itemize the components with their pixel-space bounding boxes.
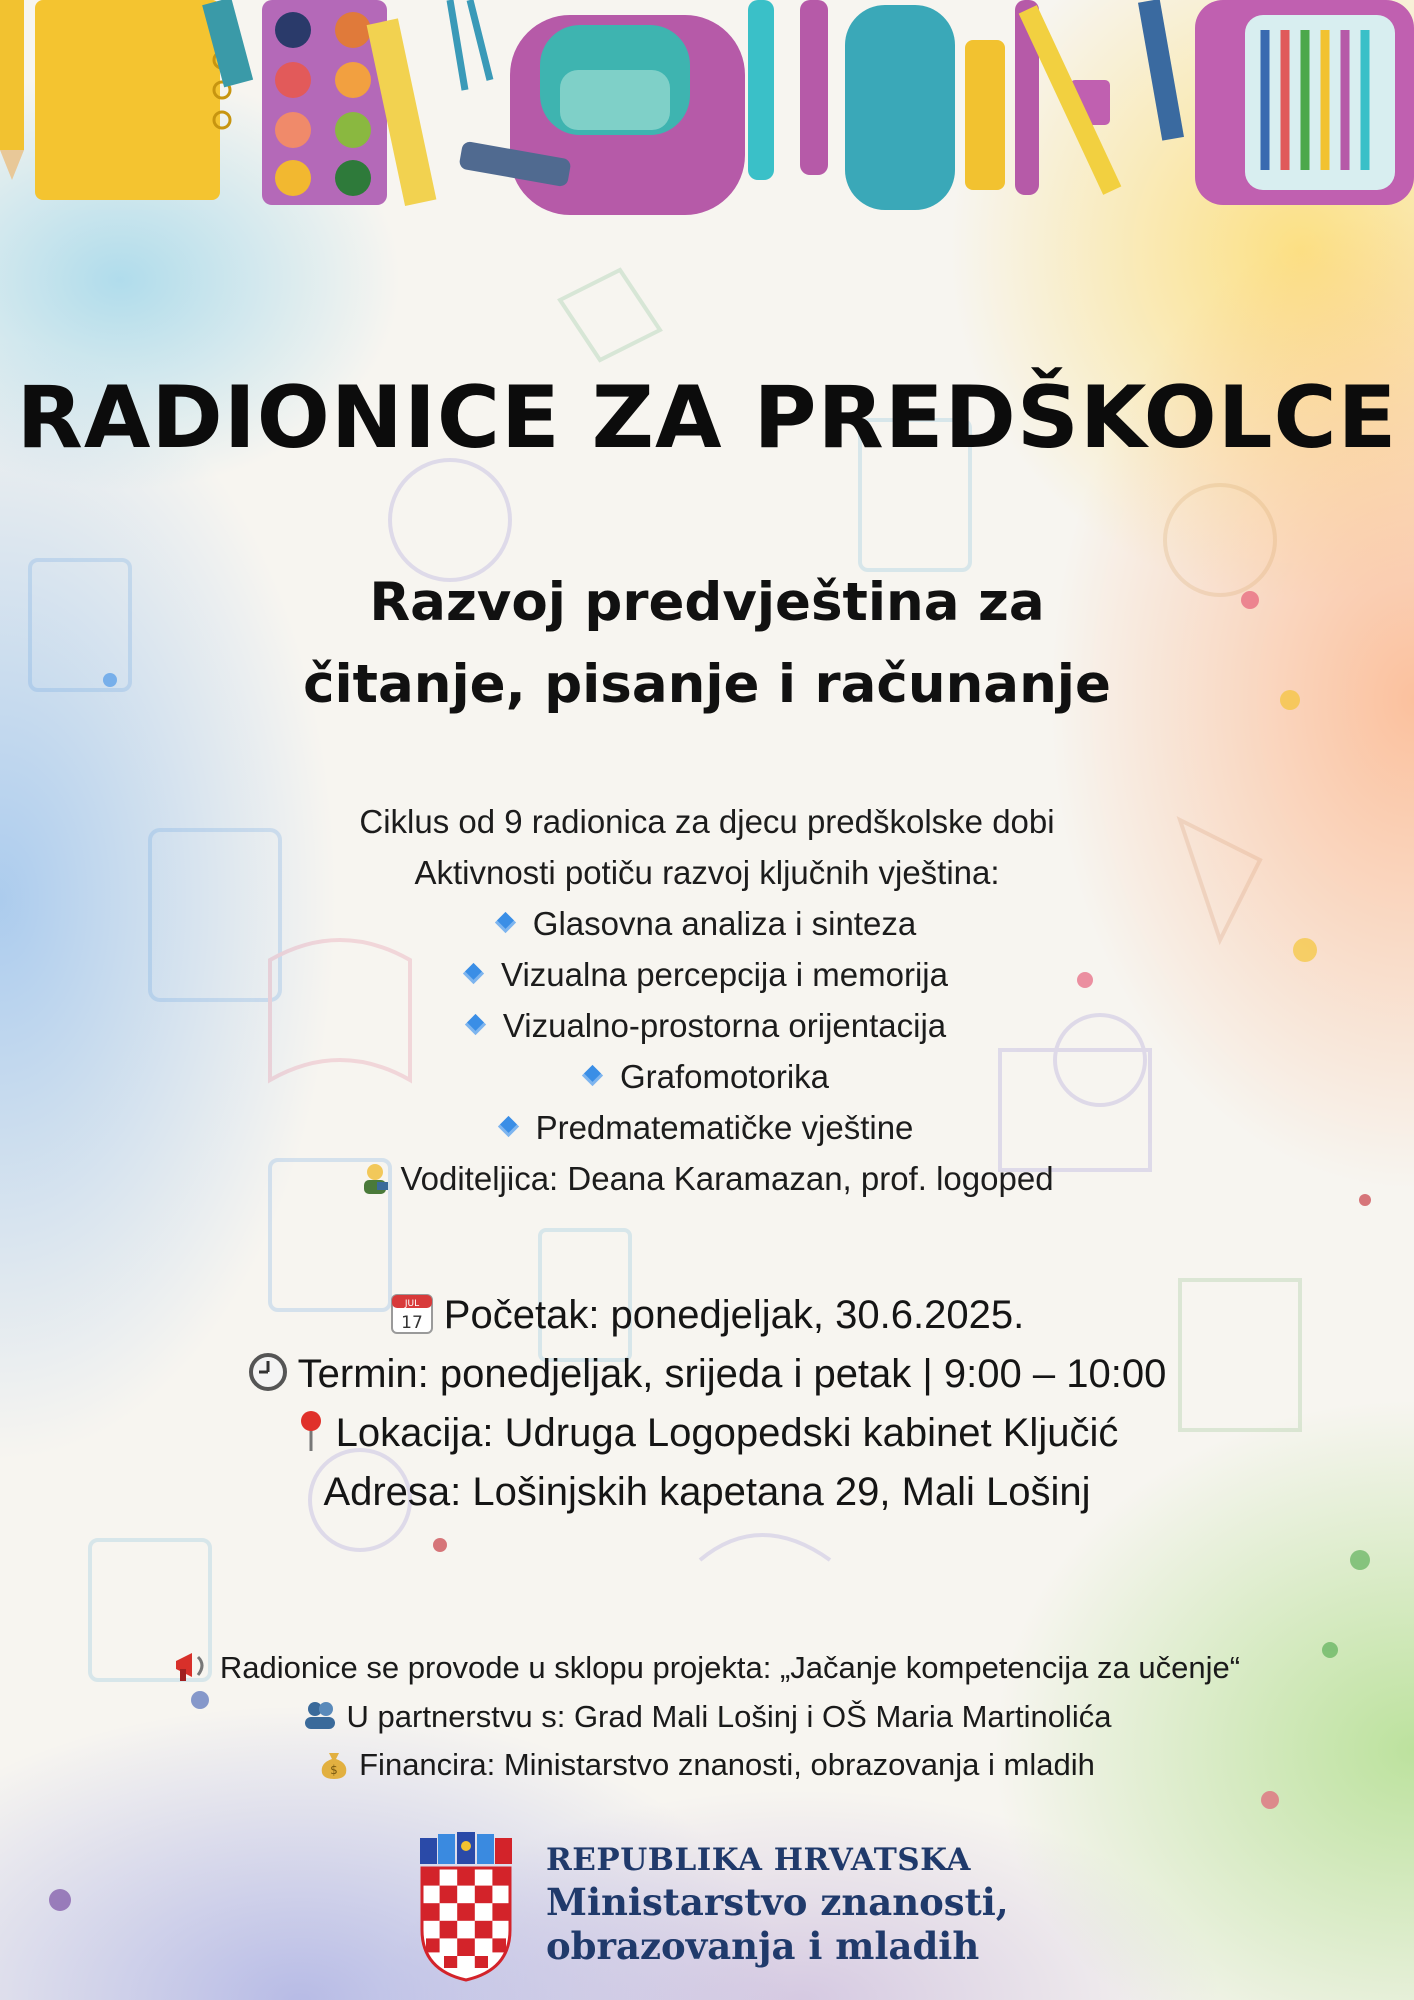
funding-text: Financira: Ministarstvo znanosti, obrazovanja i mladih — [359, 1747, 1095, 1782]
subtitle-line-1: Razvoj predvještina za — [369, 572, 1045, 633]
ministry-line-3: obrazovanja i mladih — [546, 1924, 980, 1968]
calendar-icon — [390, 1291, 434, 1335]
blue-diamond-icon — [463, 963, 484, 984]
skill-item — [0, 1007, 1414, 1045]
clock-icon — [248, 1352, 288, 1392]
blue-diamond-icon — [495, 912, 516, 933]
ministry-logo — [416, 1832, 1016, 1982]
calendar-day: 17 — [400, 1313, 423, 1334]
skill-item — [0, 905, 1414, 943]
skill-label: Predmatematičke vještine — [535, 1109, 914, 1146]
coat-of-arms-icon — [416, 1832, 516, 1982]
money-bag-icon — [319, 1747, 349, 1779]
start-text: Početak: ponedjeljak, 30.6.2025. — [443, 1293, 1025, 1337]
partners-text: U partnerstvu s: Grad Mali Lošinj i OŠ Maria Martinolića — [346, 1699, 1112, 1734]
subtitle-line-2: čitanje, pisanje i računanje — [303, 654, 1111, 715]
svg-text:$: $ — [330, 1762, 338, 1777]
location-text: Lokacija: Udruga Logopedski kabinet Ključić — [335, 1411, 1119, 1455]
skill-label: Glasovna analiza i sinteza — [532, 905, 917, 942]
teacher-icon — [360, 1162, 390, 1194]
start-line — [0, 1293, 1414, 1339]
address-line: Adresa: Lošinjskih kapetana 29, Mali Lošinj — [323, 1470, 1091, 1514]
schedule-text: Termin: ponedjeljak, srijeda i petak | 9:00 – 10:00 — [297, 1352, 1167, 1396]
ministry-line-2: Ministarstvo znanosti, — [546, 1880, 1009, 1924]
project-text: Radionice se provode u sklopu projekta: „Jačanje kompetencija za učenje“ — [219, 1650, 1241, 1685]
schedule-line — [0, 1352, 1414, 1397]
intro-line-1: Ciklus od 9 radionica za djecu predškolske dobi — [359, 803, 1055, 840]
ministry-line-1: REPUBLIKA HRVATSKA — [546, 1842, 971, 1878]
skill-item — [0, 1058, 1414, 1096]
pin-icon — [296, 1409, 326, 1453]
skill-label: Vizualna percepcija i memorija — [501, 956, 948, 993]
skill-item — [0, 956, 1414, 994]
people-icon — [303, 1700, 337, 1730]
intro-line-2: Aktivnosti potiču razvoj ključnih vještina: — [414, 854, 1000, 891]
funding-line — [0, 1747, 1414, 1783]
ministry-name — [546, 1840, 1009, 1968]
calendar-badge: JUL — [404, 1299, 419, 1310]
page-title: RADIONICE ZA PREDŠKOLCE — [16, 368, 1398, 468]
leader-line — [0, 1160, 1414, 1198]
skill-item — [0, 1109, 1414, 1147]
location-line — [0, 1411, 1414, 1457]
blue-diamond-icon — [582, 1065, 603, 1086]
blue-diamond-icon — [497, 1116, 518, 1137]
skill-label: Grafomotorika — [619, 1058, 830, 1095]
partners-line — [0, 1699, 1414, 1735]
project-line — [0, 1650, 1414, 1687]
blue-diamond-icon — [465, 1014, 486, 1035]
leader-text: Voditeljica: Deana Karamazan, prof. logoped — [400, 1160, 1054, 1197]
megaphone-icon — [174, 1649, 210, 1683]
skill-label: Vizualno-prostorna orijentacija — [502, 1007, 947, 1044]
